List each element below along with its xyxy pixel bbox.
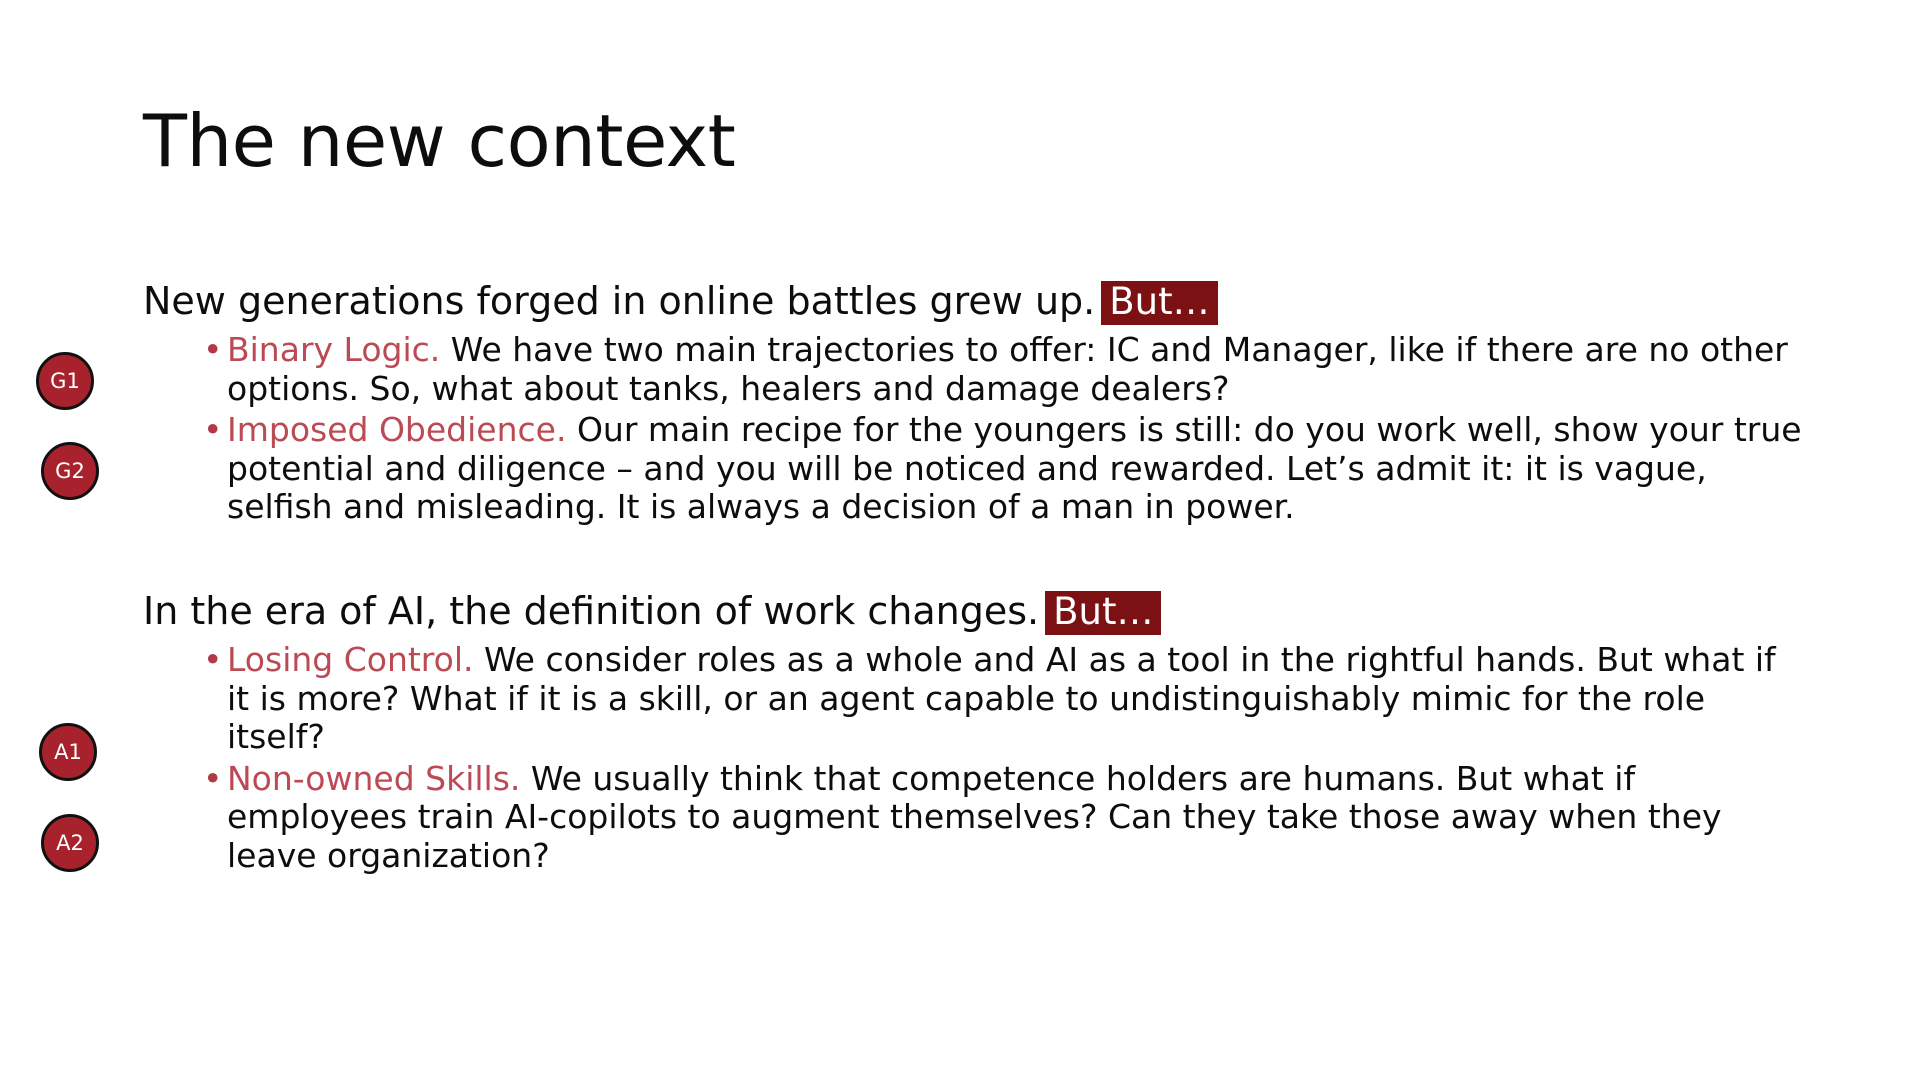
- marker-badge-g1[interactable]: [36, 352, 94, 410]
- marker-badge-a2[interactable]: [41, 814, 99, 872]
- section-heading: [143, 588, 1808, 635]
- section-heading-text: New generations forged in online battles grew up.: [143, 279, 1096, 323]
- marker-badge-a1[interactable]: [39, 723, 97, 781]
- bullet-dot-icon: •: [203, 329, 223, 369]
- list-item: [143, 760, 1808, 876]
- bullet-text: We consider roles as a whole and AI as a tool in the rightful hands. But what if it is more? What if it is a skill, or an agent capable to undistinguishably mimic for the role itself?: [227, 639, 1776, 757]
- bullet-lead: Imposed Obedience.: [227, 410, 567, 450]
- bullet-lead: Losing Control.: [227, 639, 474, 679]
- bullet-dot-icon: •: [203, 639, 223, 679]
- section-heading: [143, 278, 1808, 325]
- marker-badge-label: G1: [50, 369, 80, 393]
- list-item: [143, 641, 1808, 757]
- section-heading-text: In the era of AI, the definition of work changes.: [143, 589, 1040, 633]
- but-highlight-tag: But…: [1045, 591, 1161, 635]
- bullet-list: [143, 641, 1808, 876]
- bullet-lead: Non-owned Skills.: [227, 758, 521, 798]
- marker-badge-g2[interactable]: [41, 442, 99, 500]
- marker-badge-label: A2: [56, 831, 84, 855]
- list-item: [143, 411, 1808, 527]
- section-ai-era: [143, 588, 1808, 876]
- bullet-text: We have two main trajectories to offer: IC and Manager, like if there are no other options. So, what about tanks, healers and damage dealers?: [227, 329, 1788, 408]
- list-item: [143, 331, 1808, 408]
- slide-body: [143, 278, 1808, 879]
- section-spacer: [143, 530, 1808, 588]
- page-title: The new context: [143, 99, 736, 183]
- bullet-dot-icon: •: [203, 758, 223, 798]
- but-highlight-tag: But…: [1101, 281, 1217, 325]
- bullet-lead: Binary Logic.: [227, 329, 441, 369]
- section-generations: [143, 278, 1808, 527]
- bullet-list: [143, 331, 1808, 527]
- marker-badge-label: G2: [55, 459, 85, 483]
- bullet-text: We usually think that competence holders are humans. But what if employees train AI-copilots to augment themselves? Can they take those away when they leave organization?: [227, 758, 1722, 875]
- marker-badge-label: A1: [54, 740, 82, 764]
- bullet-dot-icon: •: [203, 410, 223, 450]
- bullet-text: Our main recipe for the youngers is still: do you work well, show your true potential and diligence – and you will be noticed and rewarded. Let’s admit it: it is vague, selfish and misleading. It is always a decision of a man in power.: [227, 410, 1802, 527]
